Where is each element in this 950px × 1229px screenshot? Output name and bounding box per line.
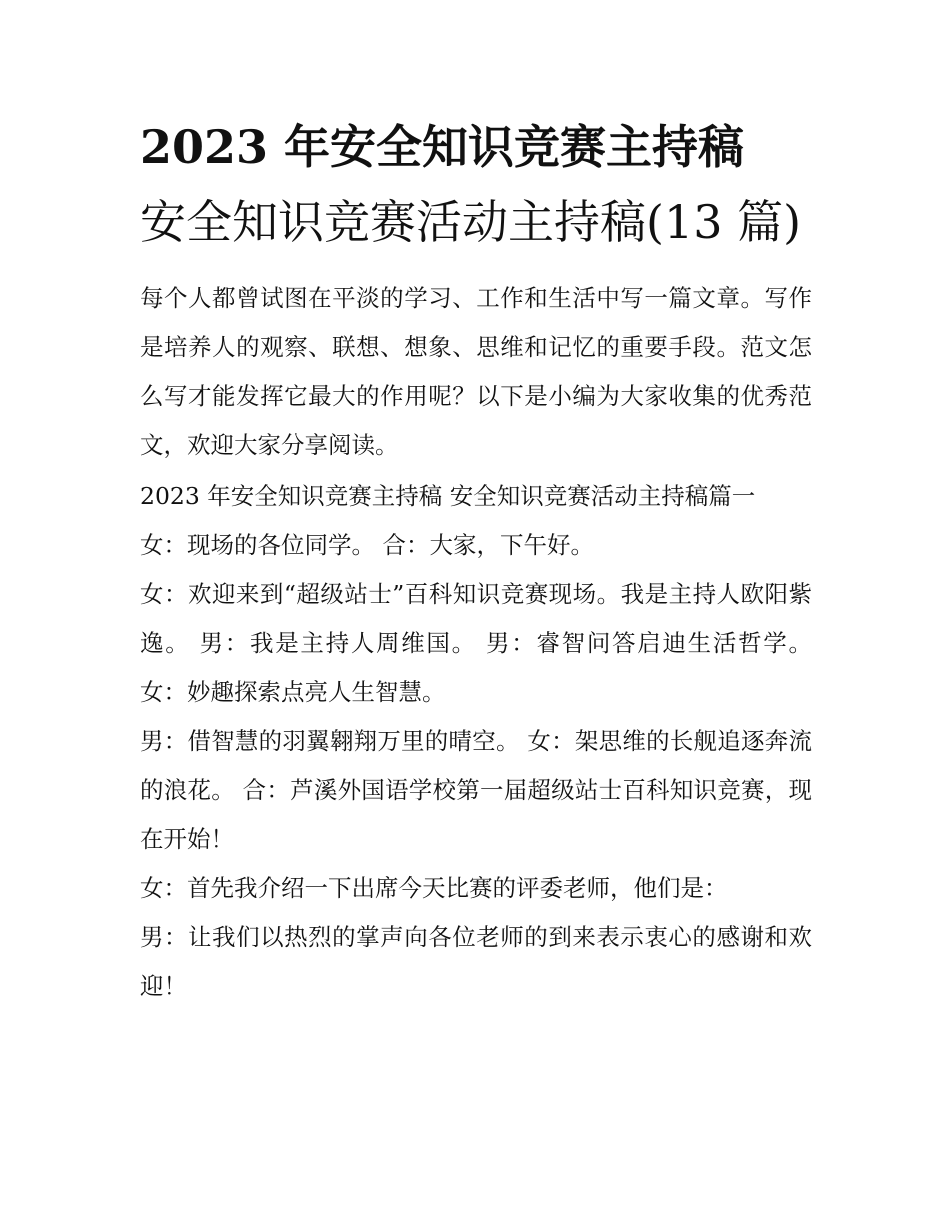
- document-title: [140, 110, 812, 260]
- title-bold-part: 2023 年安全知识竞赛主持稿: [140, 120, 745, 174]
- script-line: 女：首先我介绍一下出席今天比赛的评委老师，他们是：: [140, 874, 728, 902]
- script-line: 女：欢迎来到“超级站士”百科知识竞赛现场。我是主持人欧阳紫逸。 男：我是主持人周维国。 男：睿智问答启迪生活哲学。 女：妙趣探索点亮人生智慧。: [140, 580, 812, 706]
- script-line: 女：现场的各位同学。 合：大家，下午好。: [140, 531, 594, 559]
- intro-paragraph: 每个人都曾试图在平淡的学习、工作和生活中写一篇文章。写作是培养人的观察、联想、想象、思维和记忆的重要手段。范文怎么写才能发挥它最大的作用呢？以下是小编为大家收集的优秀范文，欢迎大家分享阅读。: [140, 284, 812, 459]
- section-heading: 2023 年安全知识竞赛主持稿 安全知识竞赛活动主持稿篇一: [140, 482, 756, 510]
- script-line: 男：借智慧的羽翼翱翔万里的晴空。 女：架思维的长舰追逐奔流的浪花。 合：芦溪外国语学校第一届超级站士百科知识竞赛，现在开始！: [140, 727, 812, 853]
- title-rest-part: 安全知识竞赛活动主持稿(13 篇): [140, 195, 802, 249]
- script-line: 男：让我们以热烈的掌声向各位老师的到来表示衷心的感谢和欢迎！: [140, 923, 812, 1000]
- document-page: [140, 110, 812, 1011]
